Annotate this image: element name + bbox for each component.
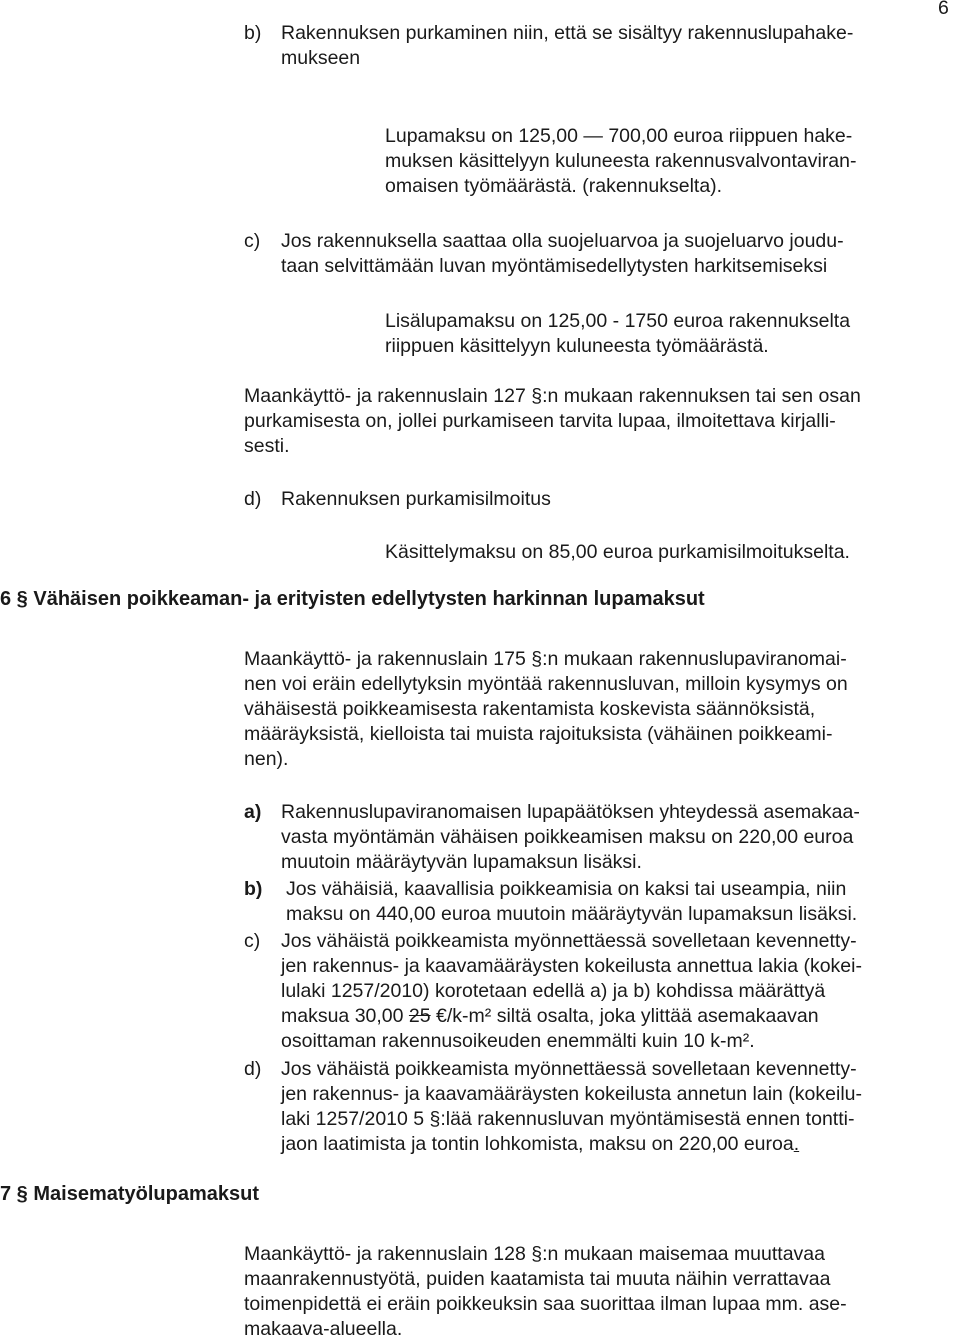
text-line: omaisen työmäärästä. (rakennukselta). [385, 175, 723, 197]
text-line: osoittaman rakennusoikeuden enemmälti kuin 10 k-m². [281, 1030, 755, 1052]
list-marker: c) [244, 930, 261, 952]
text-line: Maankäyttö- ja rakennuslain 175 §:n mukaan rakennuslupaviranomai- [244, 648, 847, 670]
text-line: Jos rakennuksella saattaa olla suojeluarvoa ja suojeluarvo joudu- [281, 230, 844, 252]
text-line [281, 1132, 862, 1157]
text-line: Rakennuslupaviranomaisen lupapäätöksen yhteydessä asemakaa- [281, 801, 860, 823]
list-marker: d) [244, 1058, 262, 1080]
section-6-intro [244, 647, 848, 772]
text-line: Jos vähäistä poikkeamista myönnettäessä sovelletaan kevennetty- [281, 930, 857, 952]
text-line: sesti. [244, 435, 290, 457]
text-line: Maankäyttö- ja rakennuslain 127 §:n mukaan rakennuksen tai sen osan [244, 385, 861, 407]
text-line: Lisälupamaksu on 125,00 - 1750 euroa rakennukselta [385, 310, 851, 332]
list-marker: c) [244, 230, 261, 252]
heading-text: 6 § Vähäisen poikkeaman- ja erityisten edellytysten harkinnan lupamaksut [0, 588, 705, 610]
fee-text-suojelu [385, 309, 850, 359]
list-marker: d) [244, 488, 262, 510]
struck-value: 25 [408, 1005, 431, 1027]
fee-text-purkaminen [385, 124, 857, 199]
text-segment: €/k-m² siltä osalta, joka ylittää asemakaavan [430, 1005, 819, 1027]
fee-text-ilmoitus [385, 540, 850, 565]
text-line: Lupamaksu on 125,00 — 700,00 euroa riippuen hake- [385, 125, 853, 147]
text-line: taan selvittämään luvan myöntämisedellytysten harkitsemiseksi [281, 255, 828, 277]
text-line-with-strikethrough [281, 1004, 862, 1029]
text-line: maksu on 440,00 euroa muutoin määräytyvän lupamaksun lisäksi. [286, 903, 858, 925]
text-line: maanrakennustyötä, puiden kaatamista tai muuta näihin verrattavaa [244, 1268, 831, 1290]
list-marker: b) [244, 22, 262, 44]
list-marker: b) [244, 878, 263, 900]
text-line: nen). [244, 748, 289, 770]
text-line: riippuen käsittelyyn kuluneesta työmäärästä. [385, 335, 769, 357]
text-line: vähäisestä poikkeamisesta rakentamista koskevista säännöksistä, [244, 698, 816, 720]
text-line: vasta myöntämän vähäisen poikkeamisen maksu on 220,00 euroa [281, 826, 854, 848]
text-line: makaava-alueella. [244, 1318, 403, 1340]
text-line: nen voi eräin edellytyksin myöntää rakennusluvan, milloin kysymys on [244, 673, 848, 695]
text-line: Jos vähäistä poikkeamista myönnettäessä sovelletaan kevennetty- [281, 1058, 857, 1080]
text-line: Jos vähäisiä, kaavallisia poikkeamisia on kaksi tai useampia, niin [286, 878, 847, 900]
text-line: toimenpidettä ei eräin poikkeuksin saa suorittaa ilman lupaa mm. ase- [244, 1293, 847, 1315]
text-line: muksen käsittelyyn kuluneesta rakennusvalvontaviran- [385, 150, 857, 172]
text-line: Käsittelymaksu on 85,00 euroa purkamisilmoitukselta. [385, 541, 850, 563]
text-line: muutoin määräytyvän lupamaksun lisäksi. [281, 851, 642, 873]
section-7-heading [0, 1182, 259, 1207]
page-number: 6 [938, 0, 949, 19]
section-6-heading [0, 587, 705, 612]
paragraph-127 [244, 384, 861, 459]
heading-text: 7 § Maisematyölupamaksut [0, 1183, 259, 1205]
text-line: lulaki 1257/2010) korotetaan edellä a) ja b) kohdissa määrättyä [281, 980, 826, 1002]
text-line: Rakennuksen purkamisilmoitus [281, 488, 551, 510]
text-line: jen rakennus- ja kaavamääräysten kokeilusta annetun lain (kokeilu- [281, 1083, 862, 1105]
text-line: purkamisesta on, jollei purkamiseen tarvita lupaa, ilmoitettava kirjalli- [244, 410, 836, 432]
text-line: määräyksistä, kielloista tai muista rajoituksista (vähäinen poikkeami- [244, 723, 833, 745]
text-line: jen rakennus- ja kaavamääräysten kokeilusta annettua lakia (kokei- [281, 955, 862, 977]
text-line: mukseen [281, 47, 361, 69]
text-line: Maankäyttö- ja rakennuslain 128 §:n mukaan maisemaa muuttavaa [244, 1243, 825, 1265]
text-line: Rakennuksen purkaminen niin, että se sisältyy rakennuslupahake- [281, 22, 854, 44]
text-segment: maksua 30,00 [281, 1005, 409, 1027]
section-7-intro [244, 1242, 847, 1342]
text-segment: jaon laatimista ja tontin lohkomista, maksu on 220,00 euroa [281, 1133, 794, 1155]
underlined-period: . [793, 1133, 800, 1155]
list-marker: a) [244, 801, 262, 823]
text-line: laki 1257/2010 5 §:lää rakennusluvan myöntämisestä ennen tontti- [281, 1108, 855, 1130]
